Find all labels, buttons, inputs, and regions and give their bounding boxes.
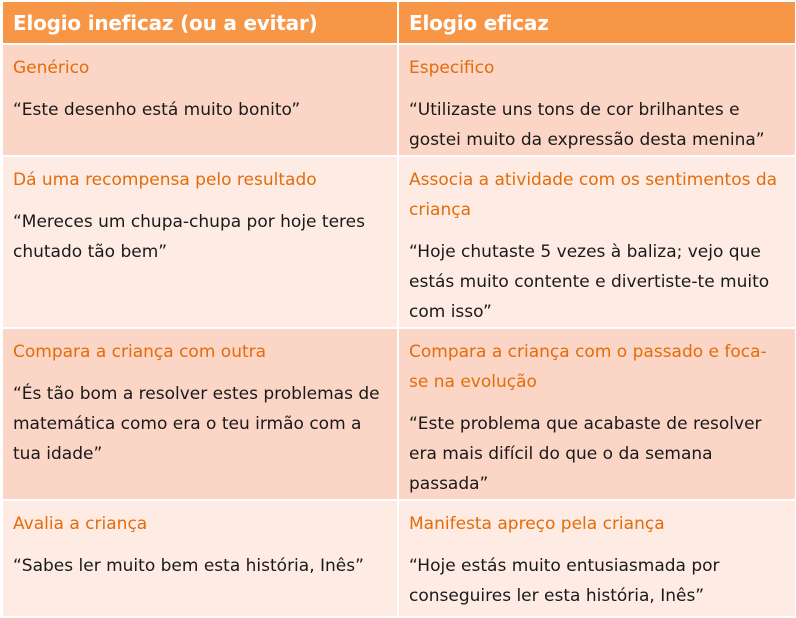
cell-label: Genérico	[13, 58, 90, 78]
table-row	[2, 328, 796, 500]
cell-label: Dá uma recompensa pelo resultado	[13, 170, 317, 190]
praise-comparison-table	[1, 0, 796, 618]
effective-cell	[398, 328, 796, 500]
effective-cell	[398, 156, 796, 328]
table-row	[2, 44, 796, 156]
cell-label: Compara a criança com outra	[13, 342, 267, 362]
cell-quote: “Mereces um chupa-chupa por hoje teres chutado tão bem”	[13, 212, 365, 262]
cell-quote: “Utilizaste uns tons de cor brilhantes e gostei muito da expressão desta menina”	[409, 100, 765, 150]
ineffective-cell	[2, 44, 398, 156]
ineffective-cell	[2, 156, 398, 328]
cell-label: Especifico	[409, 58, 495, 78]
cell-label: Associa a atividade com os sentimentos da criança	[409, 170, 778, 220]
table-row	[2, 500, 796, 617]
cell-label: Manifesta apreço pela criança	[409, 514, 665, 534]
ineffective-cell	[2, 328, 398, 500]
effective-cell	[398, 44, 796, 156]
cell-label: Avalia a criança	[13, 514, 148, 534]
cell-quote: “Hoje chutaste 5 vezes à baliza; vejo que estás muito contente e divertiste-te muito com isso”	[409, 242, 770, 322]
cell-quote: “Este problema que acabaste de resolver era mais difícil do que o da semana passada”	[409, 414, 762, 494]
header-ineffective-praise: Elogio ineficaz (ou a evitar)	[2, 1, 398, 44]
effective-cell	[398, 500, 796, 617]
ineffective-cell	[2, 500, 398, 617]
cell-quote: “Hoje estás muito entusiasmada por conseguires ler esta história, Inês”	[409, 556, 720, 606]
header-row	[2, 1, 796, 44]
cell-quote: “És tão bom a resolver estes problemas de matemática como era o teu irmão com a tua idade”	[13, 384, 380, 464]
cell-label: Compara a criança com o passado e foca-se na evolução	[409, 342, 767, 392]
cell-quote: “Sabes ler muito bem esta história, Inês”	[13, 556, 364, 576]
cell-quote: “Este desenho está muito bonito”	[13, 100, 301, 120]
table-row	[2, 156, 796, 328]
header-effective-praise: Elogio eficaz	[398, 1, 796, 44]
